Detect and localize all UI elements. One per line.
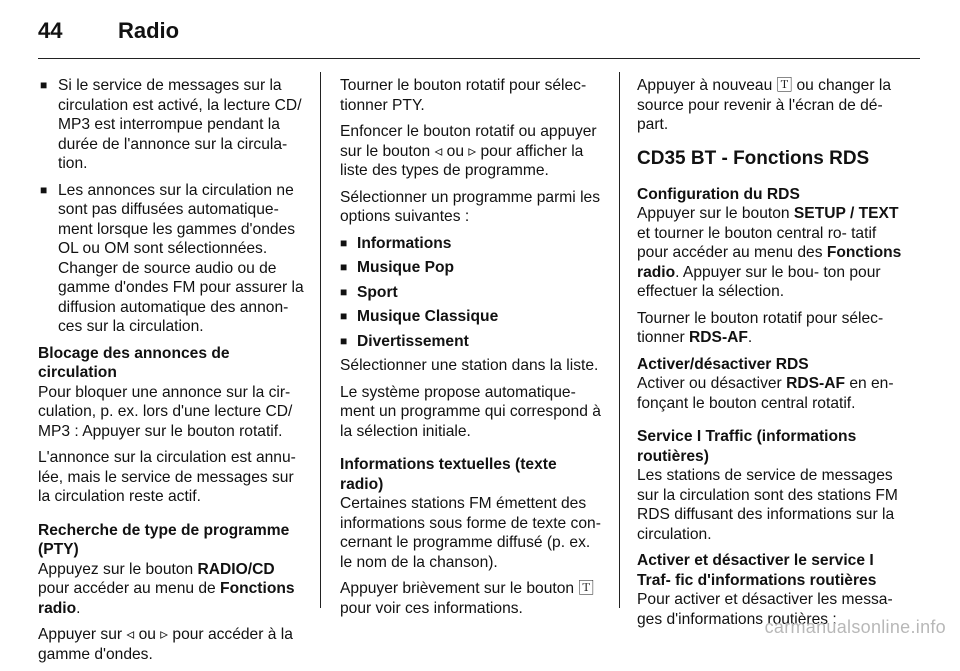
page-title: Radio [118, 18, 180, 43]
heading-pty: Recherche de type de programme (PTY) [38, 521, 290, 558]
para-select-rdsaf: Tourner le bouton rotatif pour sélec- tionner RDS-AF. [637, 309, 884, 346]
option-item: ■ Musique Pop [340, 258, 602, 278]
para-press-t: Appuyer brièvement sur le bouton 🅃 pour voir ces informations. [340, 580, 594, 617]
heading-text-info: Informations textuelles (texte radio) [340, 456, 557, 493]
para-press-again: Appuyer à nouveau 🅃 ou changer la source pour revenir à l'écran de dé- part. [637, 77, 892, 133]
section-title: CD35 BT - Fonctions RDS [637, 147, 870, 169]
option-item: ■ Divertissement [340, 332, 602, 352]
para-press-list: Enfoncer le bouton rotatif ou appuyer sur le bouton ◃ ou ▹ pour afficher la liste des types de programme. [340, 123, 597, 179]
para-blocage: Pour bloquer une annonce sur la cir- culation, p. ex. lors d'une lecture CD/ MP3 : Appuyer sur le bouton rotatif. [38, 383, 293, 440]
para-turn-pty: Tourner le bouton rotatif pour sélec- tionner PTY. [340, 77, 587, 114]
option-item: ■ Informations [340, 234, 602, 254]
para-annule: L'annonce sur la circulation est annu- lée, mais le service de messages sur la circulation reste actif. [38, 449, 296, 505]
para-select-station: Sélectionner une station dans la liste. [340, 357, 599, 374]
header-rule [38, 58, 920, 59]
heading-blocage: Blocage des annonces de circulation [38, 344, 230, 381]
heading-config-rds: Configuration du RDS [637, 185, 800, 203]
para-activate-rdsaf: Activer ou désactiver RDS-AF en en- fonçant le bouton central rotatif. [637, 375, 894, 412]
watermark: carmanualsonline.info [764, 617, 946, 637]
para-setup: Appuyer sur le bouton SETUP / TEXT et tourner le bouton central ro- tatif pour accéder au menu des Fonctions radio. Appuyer sur le bou- ton pour effectuer la sélection. [637, 205, 902, 300]
page-number: 44 [38, 18, 63, 43]
para-traffic-toggle: Pour activer et désactiver les messa- ges d'informations routières : [637, 591, 893, 628]
column-1 [38, 76, 306, 671]
heading-activate-rds: Activer/désactiver RDS [637, 355, 809, 373]
bullet-cd-interrupt: ■ Si le service de messages sur la circulation est activé, la lecture CD/ MP3 est interrompue pendant la durée de l'annonce sur la circula- tion. [38, 76, 306, 174]
column-3 [637, 76, 905, 636]
para-fm-text: Certaines stations FM émettent des informations sous forme de texte con- cernant le programme diffusé (p. ex. le nom de la chanson). [340, 495, 601, 571]
column-2 [340, 76, 602, 625]
column-divider-1 [320, 72, 321, 608]
option-item: ■ Musique Classique [340, 307, 602, 327]
heading-traffic-toggle: Activer et désactiver le service I Traf- fic d'informations routières [637, 552, 877, 589]
para-gamme: Appuyer sur ◃ ou ▹ pour accéder à la gamme d'ondes. [38, 626, 293, 663]
option-item: ■ Sport [340, 283, 602, 303]
bullet-not-broadcast: ■ Les annonces sur la circulation ne sont pas diffusées automatique- ment lorsque les gammes d'ondes OL ou OM sont sélectionnées. Changer de source audio ou de gamme d'ondes FM pour assurer la diffusion automatique des annon- ces sur la circulation. [38, 181, 306, 337]
column-divider-2 [619, 72, 620, 608]
heading-traffic-service: Service I Traffic (informations routières) [637, 428, 857, 465]
para-select-options: Sélectionner un programme parmi les options suivantes : [340, 188, 601, 225]
para-pty: Appuyez sur le bouton RADIO/CD pour accéder au menu de Fonctions radio. [38, 560, 295, 617]
para-system-proposes: Le système propose automatique- ment un programme qui correspond à la sélection initiale. [340, 383, 601, 440]
para-traffic-stations: Les stations de service de messages sur la circulation sont des stations FM RDS diffusant des informations sur la circulation. [637, 467, 898, 543]
